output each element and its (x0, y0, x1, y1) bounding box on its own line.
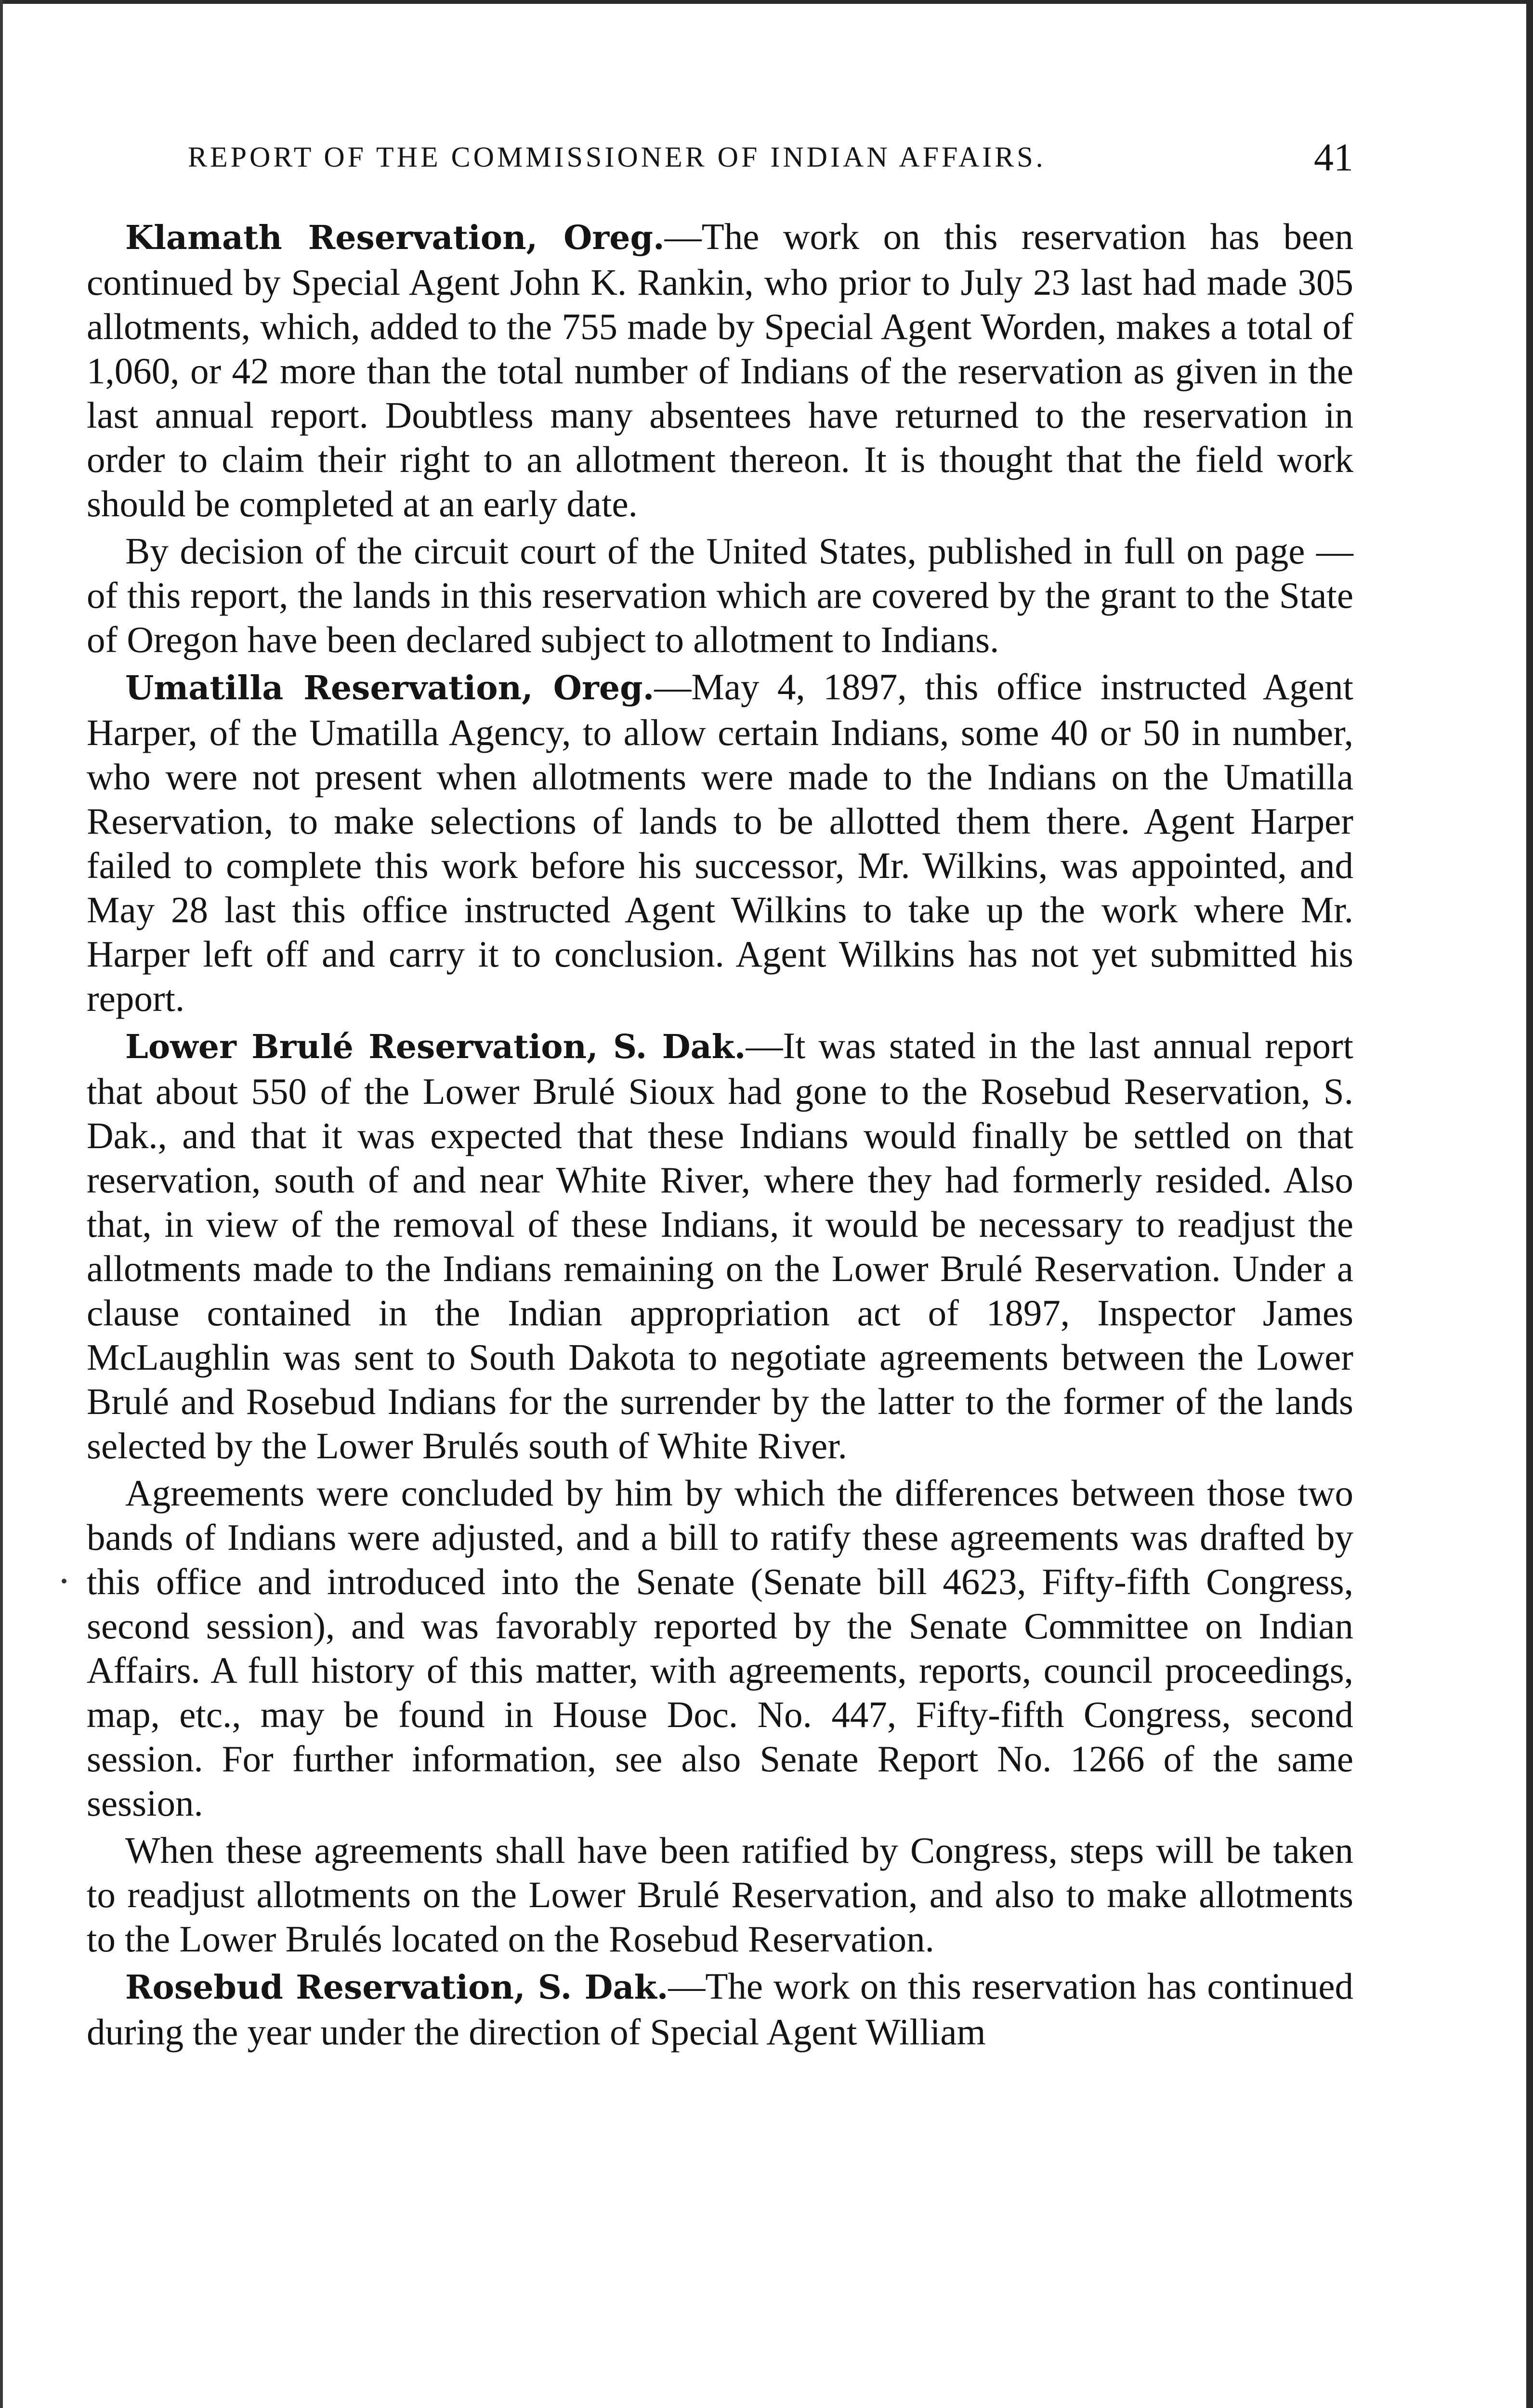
paragraph-lower-brule-reservation (87, 1023, 1353, 1468)
paragraph-text: Agreements were concluded by him by which the differences between those two bands of Indians were adjusted, and a bill to ratify these agreements was drafted by this office and introduced into the Senate (Senate bill 4623, Fifty-fifth Congress, second session), and was favorably reported by the Senate Committee on Indian Affairs. A full history of this matter, with agreements, reports, council proceedings, map, etc., may be found in House Doc. No. 447, Fifty-fifth Congress, second session. For further information, see also Senate Report No. 1266 of the same session. (87, 1472, 1353, 1824)
paragraph-heading: Umatilla Reservation, Oreg. (125, 669, 655, 707)
paragraph-heading: Klamath Reservation, Oreg. (125, 219, 665, 257)
page-edge-right (1526, 0, 1533, 2408)
paragraph-text: By decision of the circuit court of the United States, published in full on page — of this report, the lands in this reservation which are covered by the grant to the State of Oregon have been declared subject to allotment to Indians. (87, 530, 1353, 660)
paragraph-rosebud-reservation (87, 1964, 1353, 2054)
paragraph-text: —It was stated in the last annual report that about 550 of the Lower Brulé Sioux had gone to the Rosebud Reservation, S. Dak., and that it was expected that these Indians would finally be settled on that reservation, south of and near White River, where they had formerly resided. Also that, in view of the removal of these Indians, it would be necessary to readjust the allotments made to the Indians remaining on the Lower Brulé Reservation. Under a clause contained in the Indian appropriation act of 1897, Inspector James McLaughlin was sent to South Dakota to negotiate agreements between the Lower Brulé and Rosebud Indians for the surrender by the latter to the former of the lands selected by the Lower Brulés south of White River. (87, 1025, 1353, 1466)
page-header (188, 135, 1353, 188)
page-edge-left (0, 0, 3, 2408)
paragraph-klamath-reservation (87, 214, 1353, 526)
report-body (87, 214, 1353, 2057)
paragraph-agreements-concluded (87, 1471, 1353, 1825)
paragraph-text: When these agreements shall have been ratified by Congress, steps will be taken to readjust allotments on the Lower Brulé Reservation, and also to make allotments to the Lower Brulés located on the Rosebud Reservation. (87, 1830, 1353, 1960)
paragraph-text: —May 4, 1897, this office instructed Agent Harper, of the Umatilla Agency, to allow certain Indians, some 40 or 50 in number, who were not present when allotments were made to the Indians on the Umatilla Reservation, to make selections of lands to be allotted them there. Agent Harper failed to complete this work before his successor, Mr. Wilkins, was appointed, and May 28 last this office instructed Agent Wilkins to take up the work where Mr. Harper left off and carry it to conclusion. Agent Wilkins has not yet submitted his report. (87, 666, 1353, 1019)
paragraph-umatilla-reservation (87, 665, 1353, 1021)
paragraph-heading: Rosebud Reservation, S. Dak. (125, 1968, 668, 2007)
paragraph-ratification-steps (87, 1828, 1353, 1961)
page-number: 41 (1314, 135, 1353, 179)
paragraph-circuit-court-decision (87, 529, 1353, 662)
running-head: REPORT OF THE COMMISSIONER OF INDIAN AFFAIRS. (188, 141, 1046, 173)
paragraph-heading: Lower Brulé Reservation, S. Dak. (125, 1028, 746, 1066)
paragraph-text: —The work on this reservation has continued during the year under the direction of Special Agent William (87, 1965, 1354, 2053)
page-edge-top (0, 0, 1533, 4)
paragraph-text: —The work on this reservation has been continued by Special Agent John K. Rankin, who prior to July 23 last had made 305 allotments, which, added to the 755 made by Special Agent Worden, makes a total of 1,060, or 42 more than the total number of Indians of the reservation as given in the last annual report. Doubtless many absentees have returned to the reservation in order to claim their right to an allotment thereon. It is thought that the field work should be completed at an early date. (87, 216, 1353, 524)
ink-speck (62, 1579, 66, 1584)
